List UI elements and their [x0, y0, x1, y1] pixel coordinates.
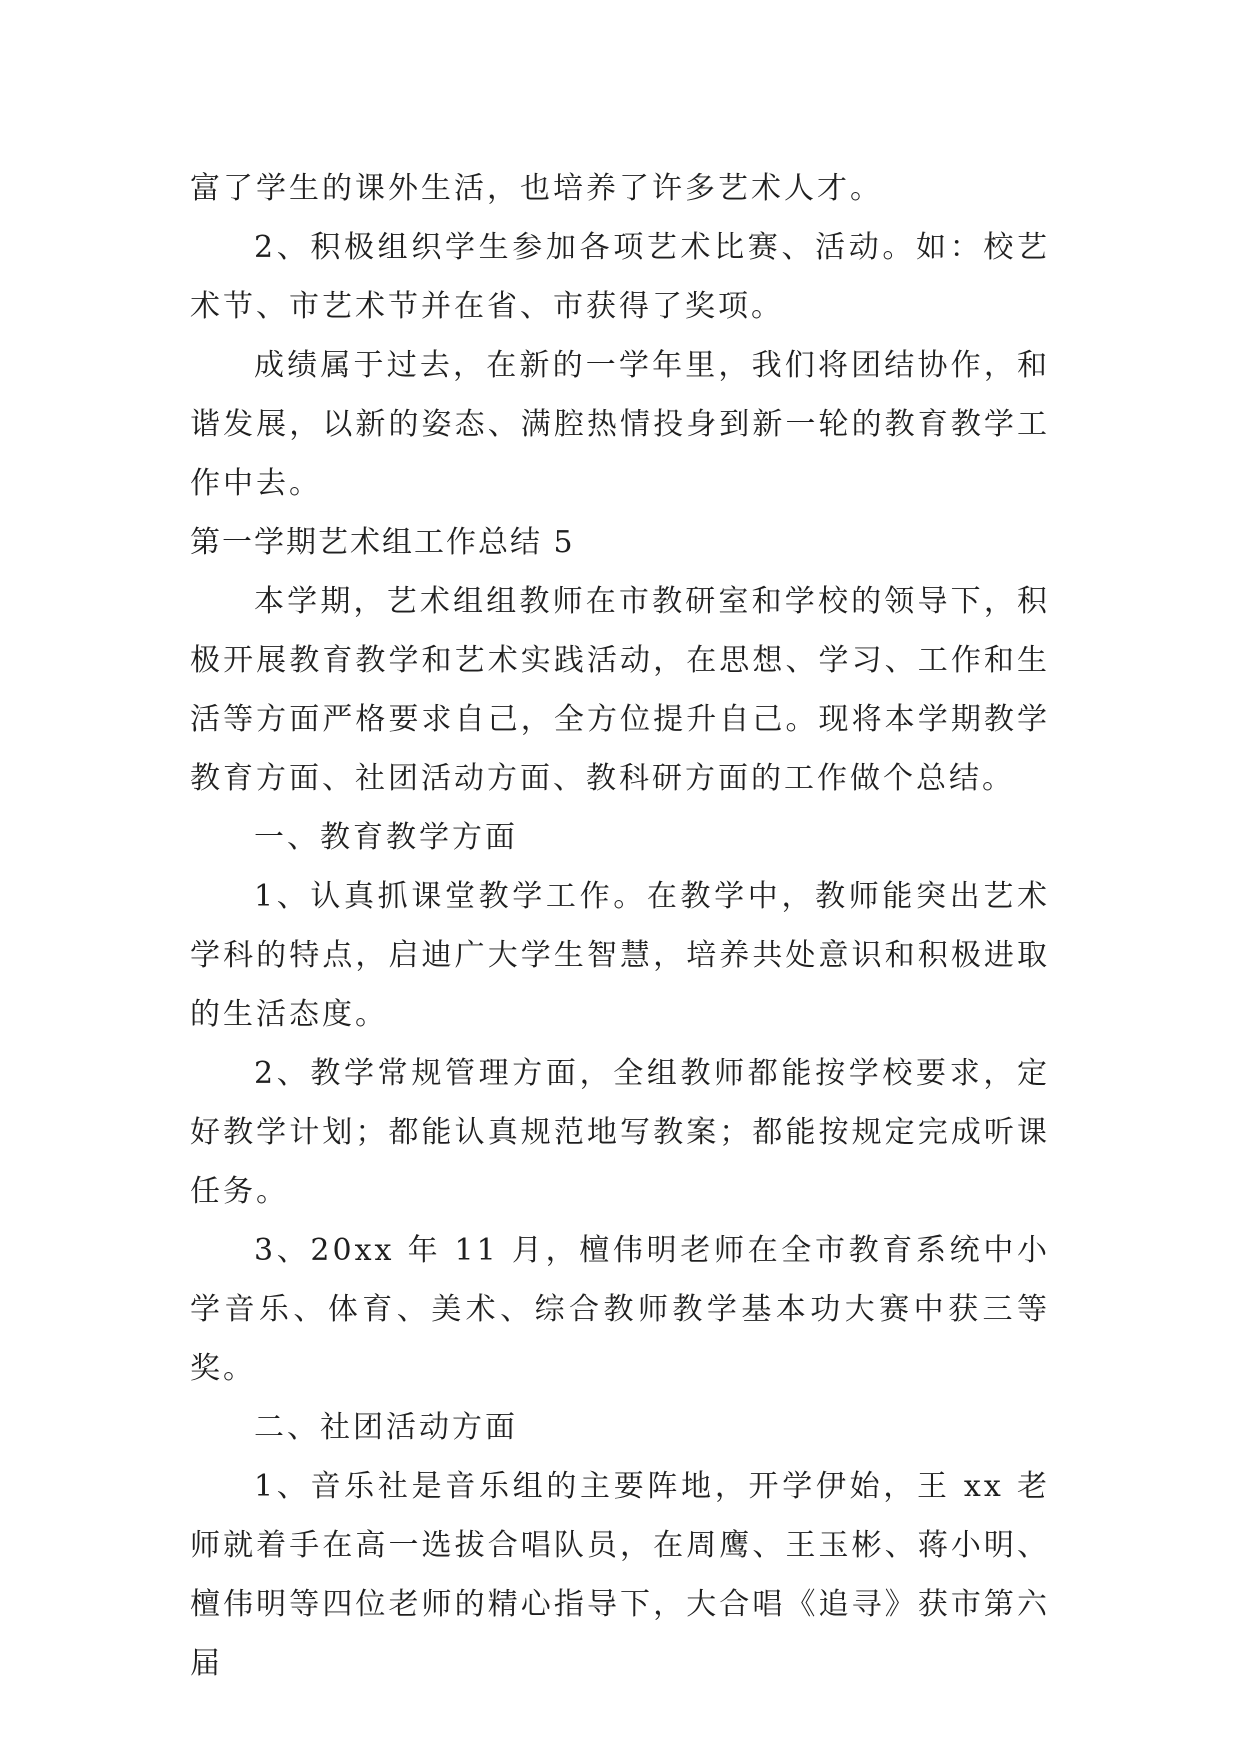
paragraph: 1、音乐社是音乐组的主要阵地，开学伊始，王 xx 老师就着手在高一选拔合唱队员，在周鹰、王玉彬、蒋小明、檀伟明等四位老师的精心指导下，大合唱《追寻》获市第六届 [190, 1469, 1050, 1681]
paragraph: 成绩属于过去，在新的一学年里，我们将团结协作，和谐发展，以新的姿态、满腔热情投身到新一轮的教育教学工作中去。 [190, 348, 1050, 501]
paragraph: 1、认真抓课堂教学工作。在教学中，教师能突出艺术学科的特点，启迪广大学生智慧，培养共处意识和积极进取的生活态度。 [190, 879, 1050, 1032]
subsection-heading: 一、教育教学方面 [254, 820, 518, 855]
paragraph: 2、积极组织学生参加各项艺术比赛、活动。如：校艺术节、市艺术节并在省、市获得了奖项。 [190, 230, 1050, 324]
paragraph: 2、教学常规管理方面，全组教师都能按学校要求，定好教学计划；都能认真规范地写教案；都能按规定完成听课任务。 [190, 1056, 1050, 1209]
paragraph: 3、20xx 年 11 月，檀伟明老师在全市教育系统中小学音乐、体育、美术、综合教师教学基本功大赛中获三等奖。 [190, 1233, 1050, 1386]
document-body [190, 159, 1050, 1693]
section-heading: 第一学期艺术组工作总结 5 [190, 525, 575, 560]
paragraph: 富了学生的课外生活，也培养了许多艺术人才。 [190, 171, 883, 206]
paragraph: 本学期，艺术组组教师在市教研室和学校的领导下，积极开展教育教学和艺术实践活动，在思想、学习、工作和生活等方面严格要求自己，全方位提升自己。现将本学期教学教育方面、社团活动方面、教科研方面的工作做个总结。 [190, 584, 1050, 796]
subsection-heading: 二、社团活动方面 [254, 1410, 518, 1445]
